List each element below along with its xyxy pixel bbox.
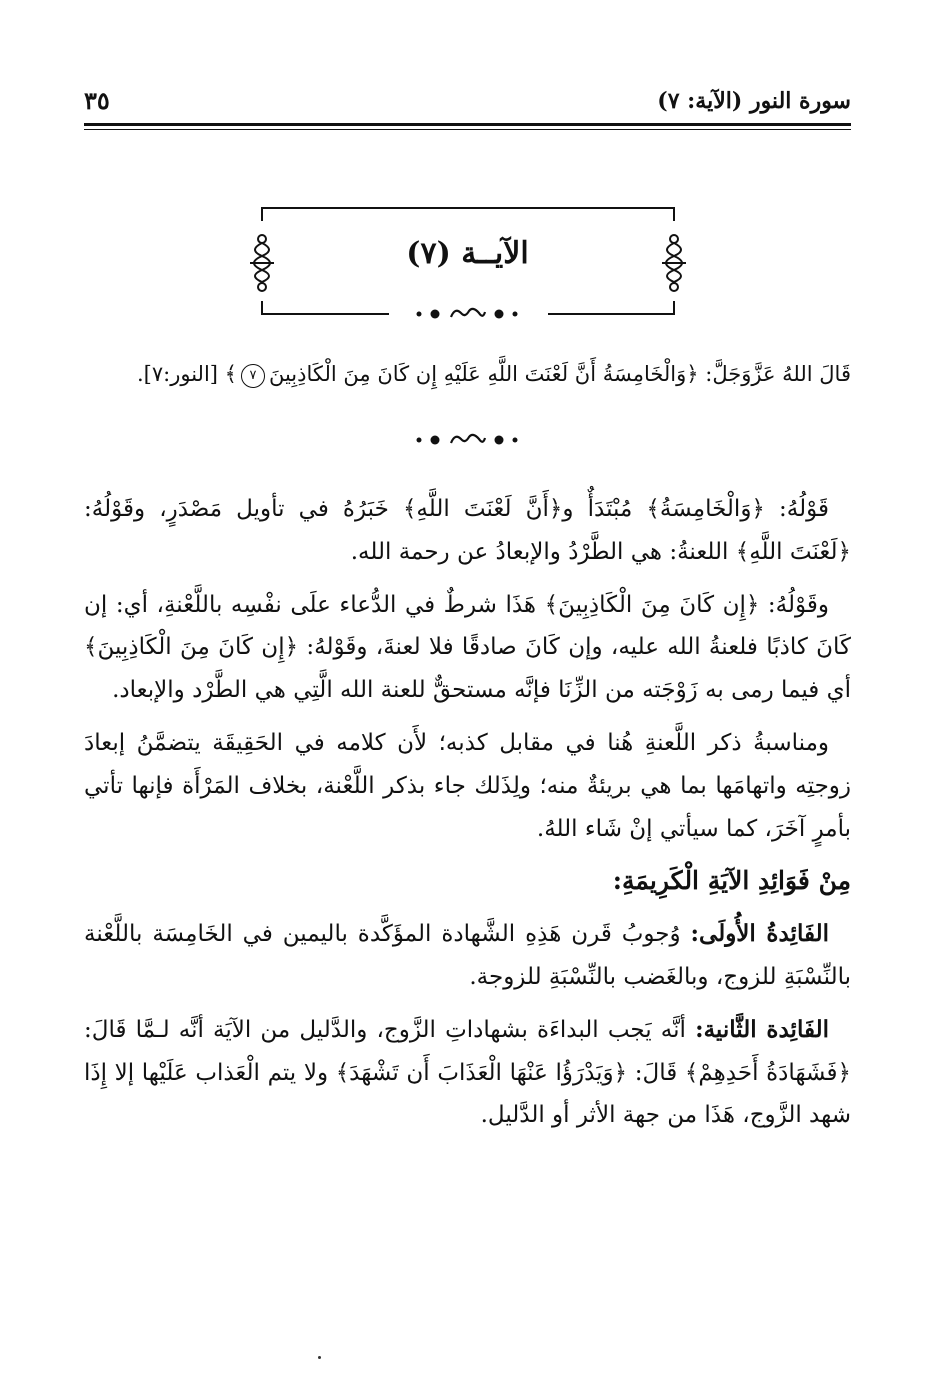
paragraph: ومناسبةُ ذكر اللَّعنةِ هُنا في مقابل كذبه؛ لأَن كلامه في الحَقِيقَة يتضمَّنُ إبعادَ زوجتِه واتهامَها بما هي بريئةٌ منه؛ ولِذَلك جاء بذكر اللَّعْنة، بخلاف المَرْأَة فإنها تأتي بأمرٍ آخَرَ، كما سيأتي إنْ شَاء اللهُ. bbox=[84, 729, 851, 842]
frame-left-top-tick bbox=[261, 207, 263, 221]
benefit-lead: الفَائِدةُ الأُولَى: bbox=[690, 920, 829, 948]
header-rule-thin bbox=[84, 129, 851, 130]
surah-title: سورة النور (الآية: ٧) bbox=[657, 88, 851, 114]
ornamental-separator-icon bbox=[367, 430, 567, 450]
page-number: ٣٥ bbox=[84, 86, 110, 115]
frame-right-top-tick bbox=[673, 207, 675, 221]
paragraph: وقَوْلُهُ: ﴿إِن كَانَ مِنَ الْكَاذِبِينَ﴾ هَذَا شرطٌ في الدُّعاء علَى نفْسِه باللَّعْنةِ، أي: إن كَانَ كاذبًا فلعنةُ الله عليه، وإن كَانَ صادقًا فلا لعنةَ، وقَوْلهُ: ﴿إِن كَانَ مِنَ الْكَاذِبِينَ﴾ أي فيما رمى به زَوْجَته من الزِّنَا فإنَّه مستحقٌّ للعنة الله الَّتِي هي الطَّرْد والإبعاد. bbox=[84, 591, 851, 704]
header-rule-thick bbox=[84, 123, 851, 126]
verse-heading: الآيــة (٧) bbox=[406, 236, 529, 271]
quran-verse-line bbox=[84, 362, 851, 388]
knot-ornament-icon bbox=[654, 232, 694, 294]
verse-intro: قَالَ اللهُ عَزَّوَجَلَّ: bbox=[705, 362, 851, 386]
frame-bottom-right-line bbox=[548, 313, 675, 315]
footer-dot bbox=[318, 1356, 321, 1359]
verse-close-bracket: ﴾ bbox=[224, 362, 237, 386]
benefit-text: وُجوبُ قَرن هَذِهِ الشَّهادة المؤَكَّدة باليمين في الخَامِسَة باللَّعْنة بالنِّسْبَةِ للزوج، وبالغَضب بالنِّسْبَةِ للزوجة. bbox=[84, 921, 851, 990]
benefit-paragraph bbox=[84, 1009, 851, 1137]
verse-reference: [النور:٧]. bbox=[137, 362, 218, 386]
ornamental-separator-icon bbox=[367, 304, 567, 324]
ayah-number-marker: ٧ bbox=[241, 364, 265, 388]
knot-ornament-icon bbox=[242, 232, 282, 294]
section-title: مِنْ فَوَائِدِ الآيَةِ الْكَرِيمَةِ: bbox=[612, 866, 851, 896]
running-head bbox=[84, 86, 851, 122]
verse-text: ﴿وَالْخَامِسَةُ أَنَّ لَعْنَتَ اللَّهِ عَلَيْهِ إِن كَانَ مِنَ الْكَاذِبِينَ bbox=[268, 362, 699, 386]
benefit-paragraph bbox=[84, 913, 851, 999]
paragraph: قَوْلُهُ: ﴿وَالْخَامِسَةُ﴾ مُبْتَدَأٌ و﴿أَنَّ لَعْنَتَ اللَّهِ﴾ خَبَرُهُ في تأويل مَصْدَرٍ، وقَوْلُهُ: ﴿لَعْنَتَ اللَّهِ﴾ اللعنةُ: هي الطَّرْدُ والإبعادُ عن رحمة الله. bbox=[84, 496, 851, 565]
benefit-text: أنَّه يَجب البداءَة بشهاداتِ الزَّوج، والدَّليل من الآيَة أنَّه لـمَّا قَالَ: ﴿فَشَهَادَةُ أَحَدِهِمْ﴾ قَالَ: ﴿وَيَدْرَؤُا عَنْهَا الْعَذَابَ أَن تَشْهَدَ﴾ ولا يتم الْعَذاب عَلَيْها إلا إِذَا شهد الزَّوج، هَذَا من جهة الأثر أو الدَّليل. bbox=[84, 1016, 851, 1129]
benefit-lead: الفَائِدة الثَّانية: bbox=[695, 1015, 829, 1043]
frame-top-line bbox=[262, 207, 675, 209]
body-text bbox=[84, 488, 851, 1147]
